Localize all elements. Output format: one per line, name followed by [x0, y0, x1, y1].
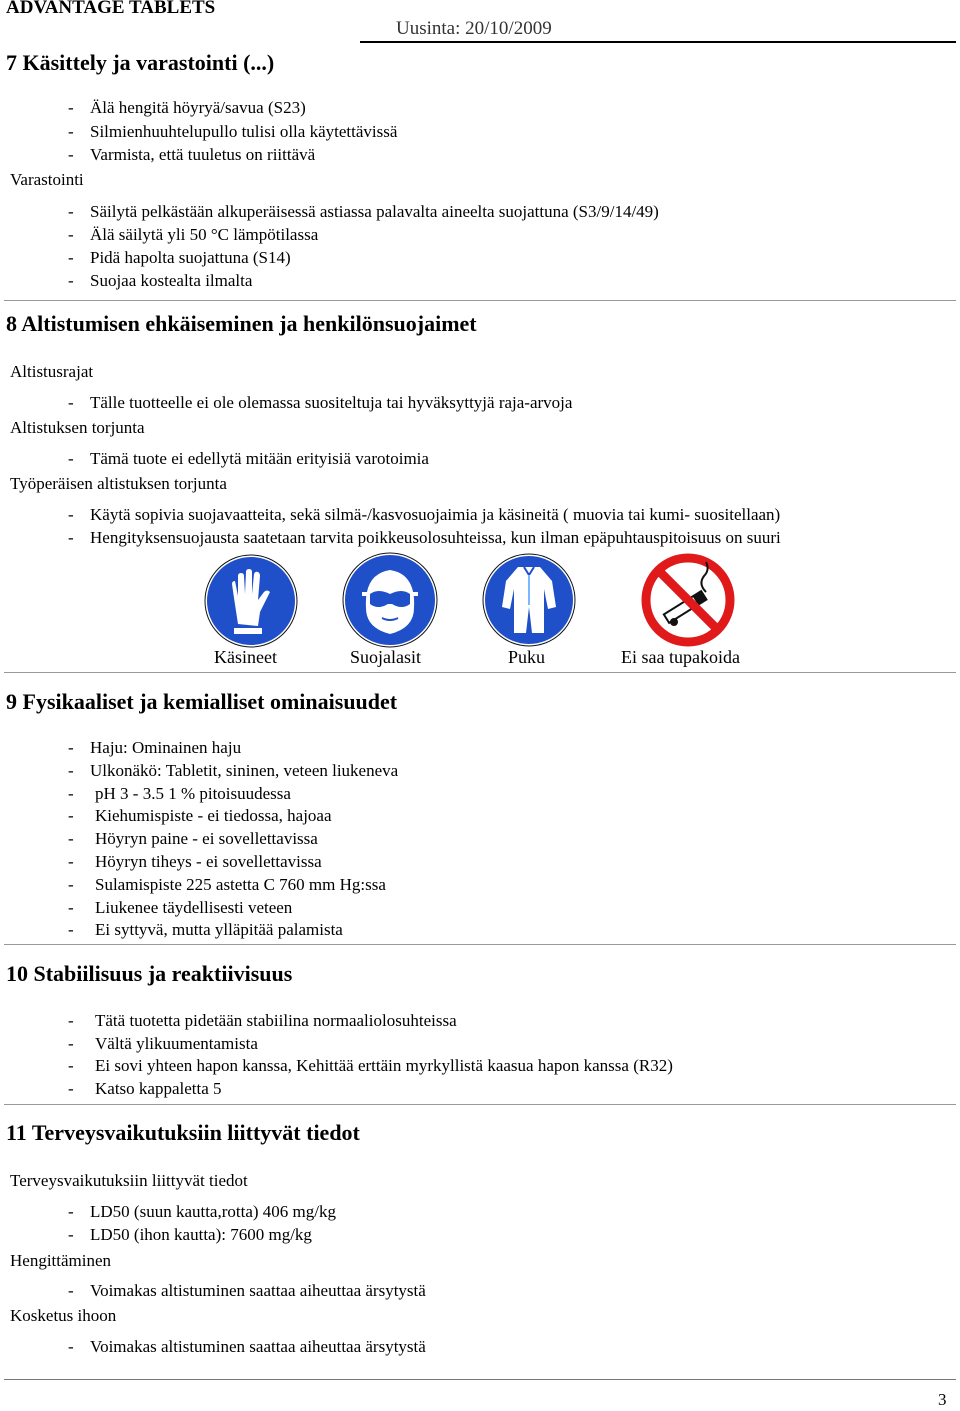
section-8-title: 8 Altistumisen ehkäiseminen ja henkilönsuojaimet: [6, 311, 477, 336]
list-item: - Liukenee täydellisesti veteen: [68, 898, 293, 917]
goggles-icon: [342, 552, 438, 653]
list-item: - Hengityksensuojausta saatetaan tarvita poikkeusolosuhteissa, kun ilman epäpuhtauspitoisuus on suuri: [68, 528, 781, 547]
list-item: - LD50 (ihon kautta): 7600 mg/kg: [68, 1225, 312, 1244]
list-item: - Katso kappaletta 5: [68, 1079, 222, 1098]
list-item: - Käytä sopivia suojavaatteita, sekä silmä-/kasvosuojaimia ja käsineitä ( muovia tai kumi- suositellaan): [68, 505, 781, 524]
subheading-exposure-limits: Altistusrajat: [10, 362, 94, 381]
subheading-skin-contact: Kosketus ihoon: [10, 1306, 117, 1325]
list-item: - Varmista, että tuuletus on riittävä: [68, 145, 316, 164]
list-item: - Älä hengitä höyryä/savua (S23): [68, 98, 306, 117]
section-divider: [4, 1104, 956, 1105]
subheading-exposure-control: Altistuksen torjunta: [10, 418, 145, 437]
section-10-title: 10 Stabiilisuus ja reaktiivisuus: [6, 961, 293, 986]
section-divider: [4, 672, 956, 673]
list-item: - Höyryn paine - ei sovellettavissa: [68, 829, 318, 848]
list-item: - Pidä hapolta suojattuna (S14): [68, 248, 291, 267]
list-item: - Tätä tuotetta pidetään stabiilina normaaliolosuhteissa: [68, 1011, 457, 1030]
list-item: - Vältä ylikuumentamista: [68, 1034, 258, 1053]
page-number: 3: [938, 1390, 947, 1409]
pictogram-label-goggles: Suojalasit: [350, 647, 421, 667]
document-title: ADVANTAGE TABLETS: [6, 0, 216, 18]
list-item: - Höyryn tiheys - ei sovellettavissa: [68, 852, 322, 871]
section-9-title: 9 Fysikaaliset ja kemialliset ominaisuudet: [6, 689, 398, 714]
list-item: - Suojaa kostealta ilmalta: [68, 271, 253, 290]
list-item: - Haju: Ominainen haju: [68, 738, 242, 757]
section-11-title: 11 Terveysvaikutuksiin liittyvät tiedot: [6, 1120, 360, 1145]
no-smoking-icon: [640, 552, 736, 653]
subheading-occupational-control: Työperäisen altistuksen torjunta: [10, 474, 227, 493]
gloves-icon: [204, 554, 298, 653]
pictogram-label-no-smoking: Ei saa tupakoida: [621, 647, 740, 667]
list-item: - Ei sovi yhteen hapon kanssa, Kehittää erttäin myrkyllistä kaasua hapon kanssa (R32): [68, 1056, 673, 1075]
section-7-title: 7 Käsittely ja varastointi (...): [6, 50, 275, 75]
section-divider: [4, 944, 956, 945]
list-item: - Voimakas altistuminen saattaa aiheuttaa ärsytystä: [68, 1337, 426, 1356]
subheading-health-effects: Terveysvaikutuksiin liittyvät tiedot: [10, 1171, 248, 1190]
list-item: - Sulamispiste 225 astetta C 760 mm Hg:ssa: [68, 875, 386, 894]
subheading-storage: Varastointi: [10, 170, 84, 189]
list-item: - LD50 (suun kautta,rotta) 406 mg/kg: [68, 1202, 336, 1221]
revision-date: Uusinta: 20/10/2009: [396, 18, 552, 39]
list-item: - Silmienhuuhtelupullo tulisi olla käytettävissä: [68, 122, 398, 141]
list-item: - Kiehumispiste - ei tiedossa, hajoaa: [68, 806, 332, 825]
subheading-inhalation: Hengittäminen: [10, 1251, 112, 1270]
footer-rule: [4, 1379, 956, 1380]
list-item: - Tämä tuote ei edellytä mitään erityisiä varotoimia: [68, 449, 429, 468]
pictogram-label-coverall: Puku: [508, 647, 546, 667]
section-divider: [4, 300, 956, 301]
list-item: - Älä säilytä yli 50 °C lämpötilassa: [68, 225, 319, 244]
header-rule: [360, 41, 956, 43]
list-item: - Tälle tuotteelle ei ole olemassa suositeltuja tai hyväksyttyjä raja-arvoja: [68, 393, 573, 412]
pictogram-label-gloves: Käsineet: [214, 647, 277, 667]
list-item: - pH 3 - 3.5 1 % pitoisuudessa: [68, 784, 291, 803]
list-item: - Ulkonäkö: Tabletit, sininen, veteen liukeneva: [68, 761, 399, 780]
list-item: - Voimakas altistuminen saattaa aiheuttaa ärsytystä: [68, 1281, 426, 1300]
list-item: - Ei syttyvä, mutta ylläpitää palamista: [68, 920, 343, 939]
list-item: - Säilytä pelkästään alkuperäisessä astiassa palavalta aineelta suojattuna (S3/9/14/49): [68, 202, 659, 221]
coverall-icon: [482, 553, 576, 652]
